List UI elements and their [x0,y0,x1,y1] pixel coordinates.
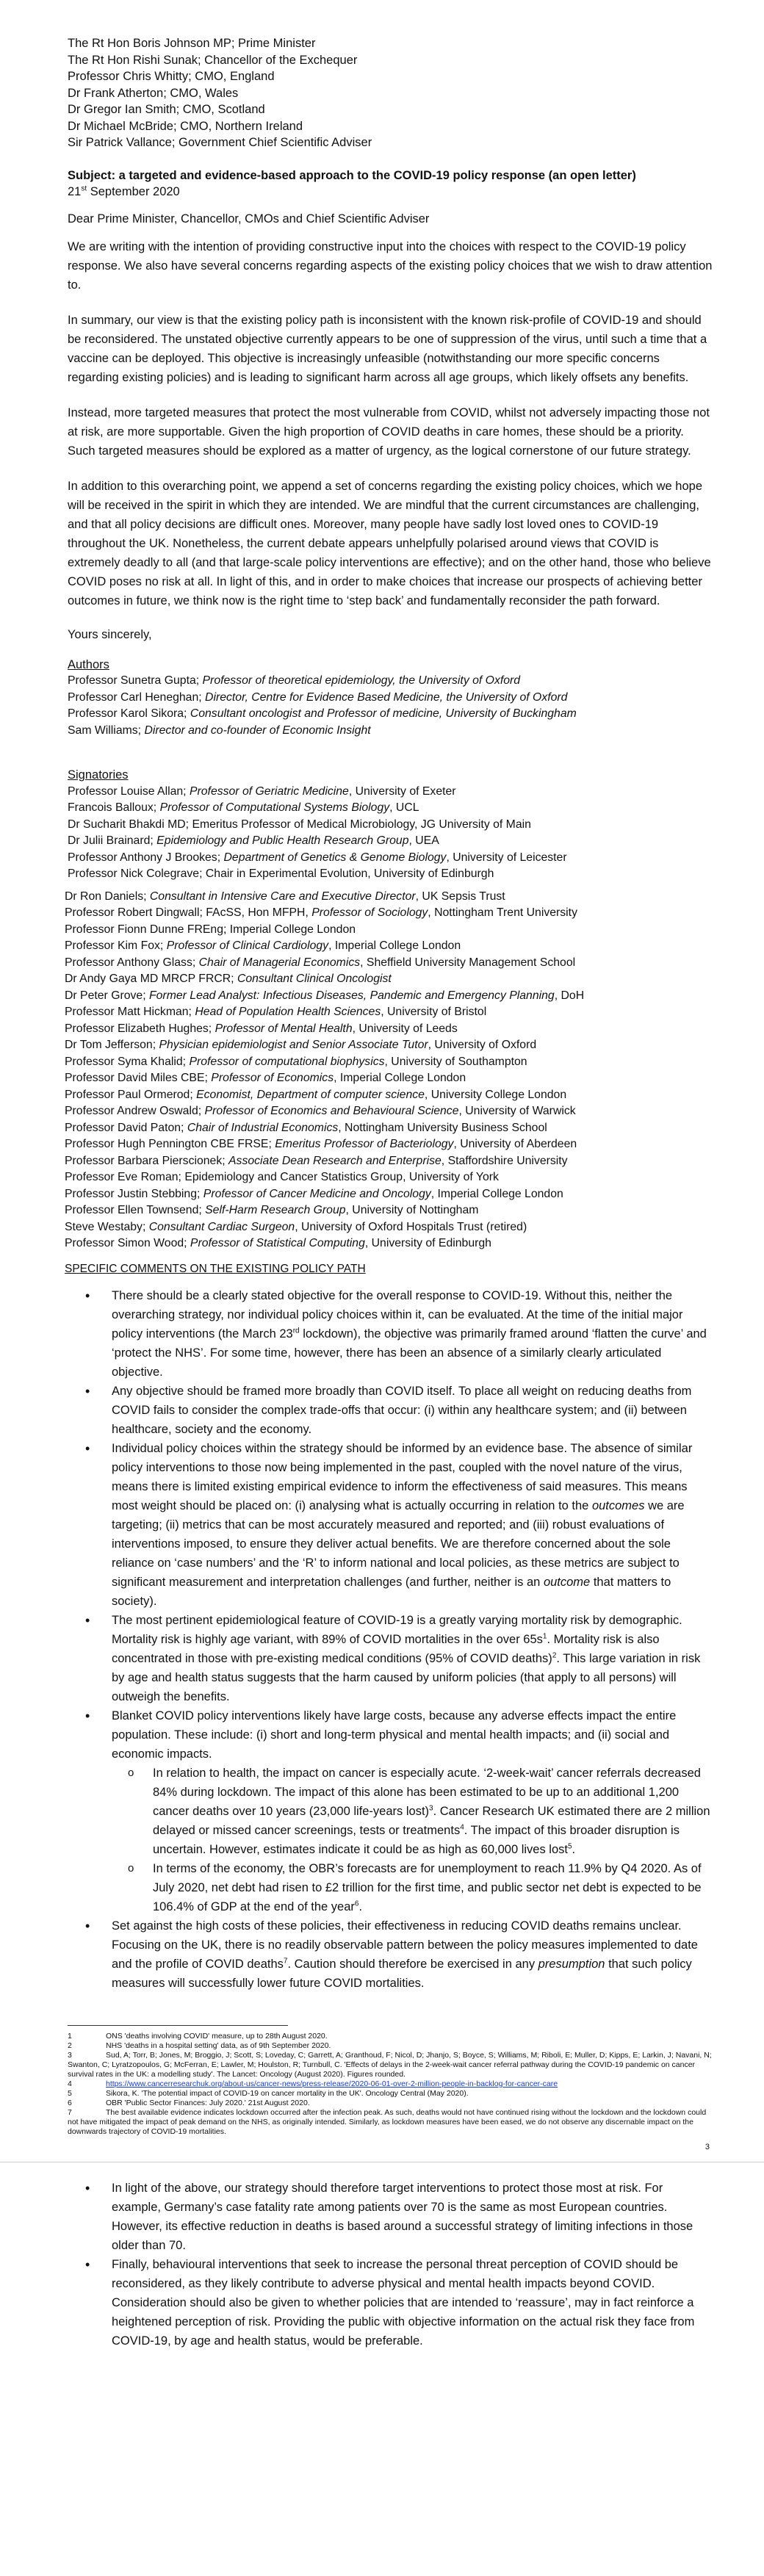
list-item: • Set against the high costs of these policies, their effectiveness in reducing COVID deaths remains unclear. Focusing on the UK, there is no readily observable pattern between the policy measures implemented to date and the profile of COVID deaths$^7$. Caution should therefore be exercised in any presumption that such policy measures will successfully lower future COVID mortalities. [112,1916,713,1993]
footnotes [68,2032,713,2137]
signatory-entry: Steve Westaby; Consultant Cardiac Surgeon, University of Oxford Hospitals Trust (retired) [65,1220,527,1233]
signatory-entry: Professor Andrew Oswald; Professor of Economics and Behavioural Science, University of Warwick [65,1105,576,1117]
authors-heading: Authors [68,657,109,671]
recipient-line: Sir Patrick Vallance; Government Chief Scientific Adviser [68,136,372,149]
signatory-entry: Professor Justin Stebbing; Professor of Cancer Medicine and Oncology, Imperial College London [65,1187,563,1200]
signatory-entry: Dr Peter Grove; Former Lead Analyst: Infectious Diseases, Pandemic and Emergency Planning, DoH [65,989,585,1002]
footnote-rule [68,2025,288,2026]
signatory-entry: Professor Hugh Pennington CBE FRSE; Emeritus Professor of Bacteriology, University of Aberdeen [65,1138,577,1150]
body-paragraph-4: In addition to this overarching point, we append a set of concerns regarding the existing policy choices, which we hope will be received in the spirit in which they are intended. We are mindful that the current circumstances are challenging, and that all policy decisions are difficult ones. Moreover, many people have sadly lost loved ones to COVID-19 throughout the UK. Nonetheless, the current debate appears unhelpfully polarised around views that COVID is extremely deadly to all (and that large-scale policy interventions are effective); and on the other hand, those who believe COVID poses no risk at all. In light of this, and in order to make choices that increase our prospects of achieving better outcomes in future, we think now is the right time to ‘step back’ and fundamentally reconsider the path forward. [68,480,711,607]
footnote: 4 https://www.cancerresearchuk.org/about-us/cancer-news/press-release/2020-06-01-over-2-million-people-in-backlog-for-cancer-care [68,2079,558,2088]
list-item: • There should be a clearly stated objective for the overall response to COVID-19. Without this, neither the overarching strategy, nor individual policy choices within it, can be evaluated. At the time of the initial major policy interventions (the March 23rd lockdown), the objective was primarily framed around ‘flatten the curve’ and ‘protect the NHS’. For some time, however, there has been an absence of a similarly clearly articulated objective. [112,1286,713,1382]
signatory-entry: Dr Ron Daniels; Consultant in Intensive Care and Executive Director, UK Sepsis Trust [65,890,505,903]
signatory-entry: Dr Tom Jefferson; Physician epidemiologist and Senior Associate Tutor, University of Oxford [65,1039,537,1051]
signatory-entry: Professor Elizabeth Hughes; Professor of Mental Health, University of Leeds [65,1022,458,1035]
recipient-line: The Rt Hon Boris Johnson MP; Prime Minister [68,37,316,50]
signatory-entry: Professor David Paton; Chair of Industrial Economics, Nottingham University Business School [65,1121,547,1134]
signatory-entry: Francois Balloux; Professor of Computational Systems Biology, UCL [68,801,419,814]
closing: Yours sincerely, [68,628,152,641]
comments-list [68,1286,713,1993]
list-item: • Individual policy choices within the strategy should be informed by an evidence base. The absence of similar policy interventions to those now being implemented in the past, coupled with the novel nature of the virus, means there is limited existing empirical evidence to inform the effectiveness of said measures. This means most weight should be placed on: (i) analysing what is actually occurring in relation to the outcomes we are targeting; (ii) metrics that can be most accurately measured and reported; and (iii) robust evaluations of interventions imposed, to ensure they deliver actual benefits. We are therefore concerned about the sole reliance on ‘case numbers’ and the ‘R’ to inform national and local policies, as these metrics are subject to significant measurement and interpretation challenges (and further, neither is an outcome that matters to society). [112,1439,713,1611]
footnote: 5 Sikora, K. 'The potential impact of COVID-19 on cancer mortality in the UK'. Oncology Central (May 2020). [68,2089,469,2098]
signatories-list-continued [65,889,713,1252]
signatories-heading: Signatories [68,768,129,782]
signatory-entry: Professor Kim Fox; Professor of Clinical Cardiology, Imperial College London [65,939,461,952]
signatory-entry: Professor Nick Colegrave; Chair in Experimental Evolution, University of Edinburgh [68,867,494,880]
recipient-line: Dr Gregor Ian Smith; CMO, Scotland [68,103,265,116]
body-paragraph-3: Instead, more targeted measures that protect the most vulnerable from COVID, whilst not adversely impacting those not at risk, are more supportable. Given the high proportion of COVID deaths in care homes, these should be a priority. Such targeted measures should be explored as a matter of urgency, as the logical cornerstone of our future strategy. [68,406,710,458]
signatory-entry: Professor Anthony J Brookes; Department of Genetics & Genome Biology, University of Leicester [68,851,567,864]
signatory-entry: Professor Fionn Dunne FREng; Imperial College London [65,923,356,936]
signatory-entry: Professor David Miles CBE; Professor of Economics, Imperial College London [65,1072,466,1084]
signatory-entry: Professor Ellen Townsend; Self-Harm Research Group, University of Nottingham [65,1204,479,1216]
signatory-entry: Dr Andy Gaya MD MRCP FRCR; Consultant Clinical Oncologist [65,973,392,985]
recipients-block [68,35,713,151]
sub-list-item: o In terms of the economy, the OBR’s forecasts are for unemployment to reach 11.9% by Q4 2020. As of July 2020, net debt had risen to £2 trillion for the first time, and public sector net debt is expected to be 106.4% of GDP at the end of the year$^6$. [153,1859,713,1916]
recipient-line: Dr Frank Atherton; CMO, Wales [68,86,239,100]
recipient-line: The Rt Hon Rishi Sunak; Chancellor of the Exchequer [68,53,358,67]
footnote: 7 The best available evidence indicates lockdown occurred after the infection peak. As such, deaths would not have continued rising without the lockdown and the lockdown could not have mitigated the impact of peak demand on the NHS, as originally intended. Similarly, as lockdown measures have been eased, we do not observe any discernable impact on the downwards trajectory of COVID-19 mortalities. [68,2108,707,2136]
list-item: • The most pertinent epidemiological feature of COVID-19 is a greatly varying mortality risk by demographic. Mortality risk is highly age variant, with 89% of COVID mortalities in the over $65s^1$. Mortality risk is also concentrated in those with pre-existing medical conditions (95% of COVID deaths)$^2$. This large variation in risk by age and health status suggests that the harm caused by uniform policies (that apply to all persons) will outweigh the benefits. [112,1611,713,1706]
signatory-entry: Professor Syma Khalid; Professor of computational biophysics, University of Southampton [65,1055,527,1068]
signatory-entry: Professor Eve Roman; Epidemiology and Cancer Statistics Group, University of York [65,1171,499,1183]
signatory-entry: Professor Simon Wood; Professor of Statistical Computing, University of Edinburgh [65,1237,491,1249]
signatory-entry: Professor Anthony Glass; Chair of Managerial Economics, Sheffield University Management School [65,956,576,969]
author-entry: Professor Sunetra Gupta; Professor of theoretical epidemiology, the University of Oxford [68,674,521,687]
author-entry: Professor Carl Heneghan; Director, Centre for Evidence Based Medicine, the University of Oxford [68,690,568,704]
sub-list [112,1764,713,1916]
recipient-line: Professor Chris Whitty; CMO, England [68,70,275,83]
specific-comments-heading: SPECIFIC COMMENTS ON THE EXISTING POLICY PATH [65,1262,366,1275]
list-item: • In light of the above, our strategy should therefore target interventions to protect those most at risk. For example, Germany’s case fatality rate among patients over 70 is the same as most European countries. However, its effective reduction in deaths is based around a successful strategy of limiting infections in those older than 70. [112,2179,713,2255]
signatory-entry: Professor Matt Hickman; Head of Population Health Sciences, University of Bristol [65,1006,487,1018]
list-item: • Any objective should be framed more broadly than COVID itself. To place all weight on reducing deaths from COVID fails to consider the complex trade-offs that occur: (i) within any healthcare system; and (ii) between healthcare, society and the economy. [112,1382,713,1439]
salutation: Dear Prime Minister, Chancellor, CMOs and Chief Scientific Adviser [68,212,430,226]
signatory-entry: Dr Sucharit Bhakdi MD; Emeritus Professor of Medical Microbiology, JG University of Main [68,818,531,831]
signatories-list [68,784,713,883]
footnote-link[interactable]: https://www.cancerresearchuk.org/about-us/cancer-news/press-release/2020-06-01-over-2-million-people-in-backlog-for-cancer-care [106,2079,558,2088]
author-entry: Professor Karol Sikora; Consultant oncologist and Professor of medicine, University of Buckingham [68,707,577,720]
letter-date: 21st September 2020 [68,184,180,198]
page-number: 3 [704,2143,710,2151]
body-paragraph-2: In summary, our view is that the existing policy path is inconsistent with the known risk-profile of COVID-19 and should be reconsidered. The unstated objective currently appears to be one of suppression of the virus, until such a time that a vaccine can be deployed. This objective is increasingly unfeasible (notwithstanding our more specific concerns regarding existing policies) and is leading to significant harm across all age groups, which likely offsets any benefits. [68,314,707,384]
footnote: 3 Sud, A; Torr, B; Jones, M; Broggio, J; Scott, S; Loveday, C; Garrett, A; Granthoud, F; Nicol, D; Jhanjo, S; Boyce, S; Williams, M; Riboli, E; Muller, D; Kipps, E; Larkin, J; Navani, N; Swanton, C; Lyratzopoulos, G; McFerran, E; Lawler, M; Houlston, R; Turnbull, C. 'Effects of delays in the 2-week-wait cancer referral pathway during the COVID-19 pandemic on cancer survival rates in the UK: a modelling study'. The Lancet: Oncology (August 2020). Figures rounded. [68,2051,712,2079]
signatory-entry: Professor Barbara Pierscionek; Associate Dean Research and Enterprise, Staffordshire University [65,1154,568,1167]
letter-subject: Subject: a targeted and evidence-based approach to the COVID-19 policy response (an open letter) [68,168,636,182]
list-item: • Blanket COVID policy interventions likely have large costs, because any adverse effects impact the entire population. These include: (i) short and long-term physical and mental health impacts; and (ii) social and economic impacts. o In relation to health, the impact on cancer is especially acute. ‘2-week-wait’ cancer referrals decreased 84% during lockdown. The impact of this alone has been estimated to be up to an additional 1,200 cancer deaths over 10 years (23,000 life-years lost)$^3$. Cancer Research UK estimated there are 2 million delayed or missed cancer screenings, tests or treatments$^4$. The impact of this broader disruption is uncertain. However, estimates indicate it could be as high as 60,000 lives lost$^5$. o In terms of the economy, the OBR’s forecasts are for unemployment to reach 11.9% by Q4 2020. As of July 2020, net debt had risen to £2 trillion for the first time, and public sector net debt is expected to be 106.4% of GDP at the end of the year$^6$. [112,1706,713,1916]
signatory-entry: Dr Julii Brainard; Epidemiology and Public Health Research Group, UEA [68,834,439,847]
signatory-entry: Professor Robert Dingwall; FAcSS, Hon MFPH, Professor of Sociology, Nottingham Trent University [65,906,577,919]
footnote: 6 OBR 'Public Sector Finances: July 2020.' 21st August 2020. [68,2099,310,2107]
sub-list-item: o In relation to health, the impact on cancer is especially acute. ‘2-week-wait’ cancer referrals decreased 84% during lockdown. The impact of this alone has been estimated to be up to an additional 1,200 cancer deaths over 10 years (23,000 life-years lost)$^3$. Cancer Research UK estimated there are 2 million delayed or missed cancer screenings, tests or treatments$^4$. The impact of this broader disruption is uncertain. However, estimates indicate it could be as high as 60,000 lives lost$^5$. [153,1764,713,1859]
authors-list [68,673,713,739]
body-paragraph-1: We are writing with the intention of providing constructive input into the choices with respect to the COVID-19 policy response. We also have several concerns regarding aspects of the existing policy choices that we wish to draw attention to. [68,240,713,292]
recipient-line: Dr Michael McBride; CMO, Northern Ireland [68,119,303,133]
signatory-entry: Professor Paul Ormerod; Economist, Department of computer science, University College London [65,1088,567,1101]
author-entry: Sam Williams; Director and co-founder of Economic Insight [68,724,371,737]
comments-list-continued [68,2179,713,2350]
footnote: 2 NHS 'deaths in a hospital setting' data, as of 9th September 2020. [68,2041,331,2050]
footnote: 1 ONS 'deaths involving COVID' measure, up to 28th August 2020. [68,2032,328,2041]
signatory-entry: Professor Louise Allan; Professor of Geriatric Medicine, University of Exeter [68,784,456,798]
list-item: • Finally, behavioural interventions that seek to increase the personal threat perception of COVID should be reconsidered, as they likely contribute to adverse physical and mental health impacts beyond COVID. Consideration should also be given to whether policies that are intended to ‘reassure’, may in fact reinforce a heightened perception of risk. Providing the public with objective information on the actual risk they face from COVID-19, by age and health status, would be preferable. [112,2255,713,2350]
